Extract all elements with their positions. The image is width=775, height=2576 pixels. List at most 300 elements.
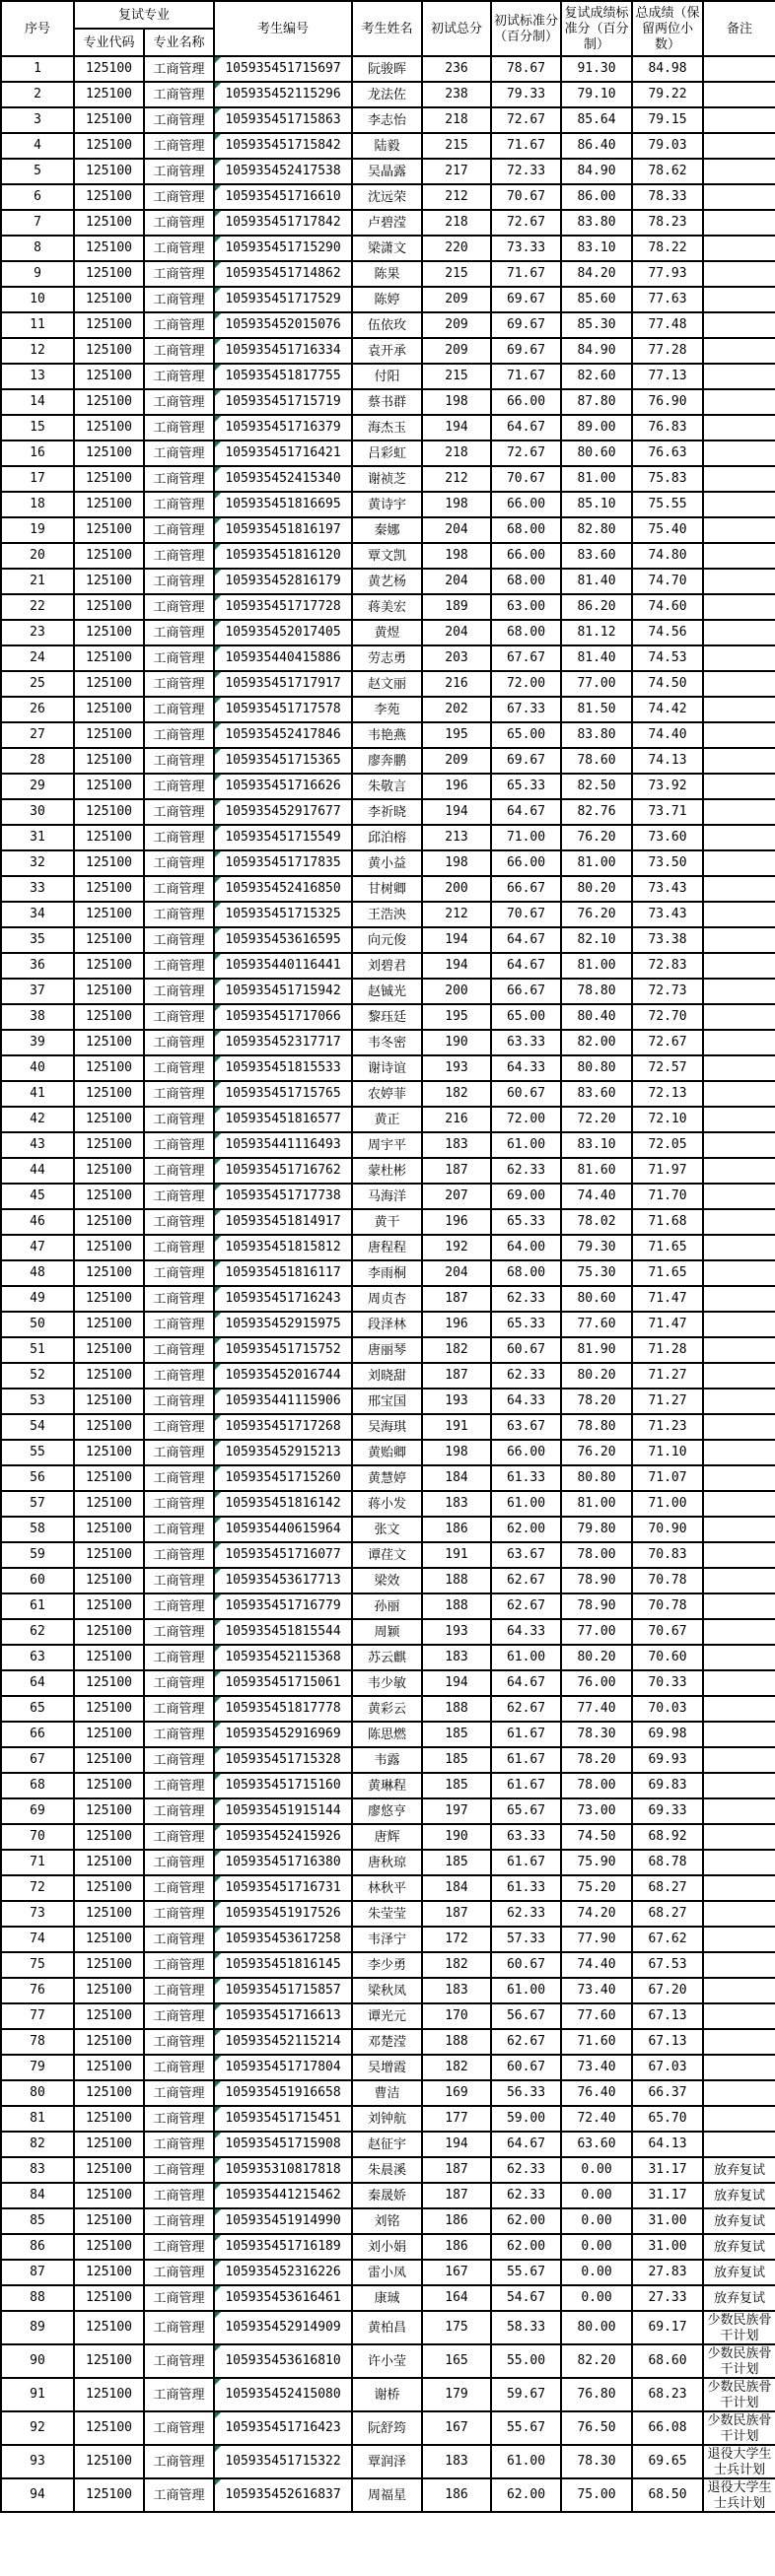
table-row xyxy=(1,1670,775,1696)
initial-std-cell: 56.33 xyxy=(491,2080,561,2106)
retest-std-cell: 73.00 xyxy=(561,1798,632,1824)
table-row xyxy=(1,850,775,876)
remark-cell: 放弃复试 xyxy=(703,2285,775,2311)
major-code-cell: 125100 xyxy=(74,876,144,902)
candidate-no-cell: 105935451715942 xyxy=(214,979,352,1004)
candidate-name-cell: 付阳 xyxy=(352,364,422,389)
major-code-cell: 125100 xyxy=(74,799,144,825)
retest-std-cell: 75.90 xyxy=(561,1850,632,1875)
initial-total-cell: 193 xyxy=(422,1619,491,1645)
final-score-cell: 79.03 xyxy=(632,133,703,159)
retest-std-cell: 74.40 xyxy=(561,1952,632,1978)
major-name-cell: 工商管理 xyxy=(144,389,214,415)
serial-cell: 60 xyxy=(1,1568,74,1593)
candidate-no-cell: 105935452616837 xyxy=(214,2478,352,2512)
remark-cell xyxy=(703,799,775,825)
header-remark: 备注 xyxy=(703,1,775,56)
retest-std-cell: 0.00 xyxy=(561,2183,632,2208)
serial-cell: 82 xyxy=(1,2132,74,2157)
major-code-cell: 125100 xyxy=(74,466,144,492)
final-score-cell: 73.71 xyxy=(632,799,703,825)
initial-std-cell: 69.67 xyxy=(491,748,561,774)
green-corner-triangle-icon xyxy=(215,1313,221,1319)
final-score-cell: 71.10 xyxy=(632,1440,703,1465)
candidate-no-cell: 105935451715365 xyxy=(214,748,352,774)
serial-cell: 56 xyxy=(1,1465,74,1491)
initial-std-cell: 62.33 xyxy=(491,2157,561,2183)
initial-total-cell: 212 xyxy=(422,902,491,927)
green-corner-triangle-icon xyxy=(215,2345,221,2351)
initial-std-cell: 68.00 xyxy=(491,569,561,594)
initial-std-cell: 63.67 xyxy=(491,1414,561,1440)
remark-cell xyxy=(703,287,775,312)
table-row xyxy=(1,2234,775,2260)
table-row xyxy=(1,312,775,338)
green-corner-triangle-icon xyxy=(215,1979,221,1985)
candidate-name-cell: 黄贻卿 xyxy=(352,1440,422,1465)
major-name-cell: 工商管理 xyxy=(144,56,214,82)
major-name-cell: 工商管理 xyxy=(144,902,214,927)
major-name-cell: 工商管理 xyxy=(144,748,214,774)
retest-std-cell: 78.80 xyxy=(561,979,632,1004)
initial-std-cell: 68.00 xyxy=(491,620,561,645)
candidate-name-cell: 阮舒筠 xyxy=(352,2411,422,2445)
major-code-cell: 125100 xyxy=(74,1081,144,1107)
major-name-cell: 工商管理 xyxy=(144,2234,214,2260)
candidate-no-cell: 105935453617713 xyxy=(214,1568,352,1593)
initial-total-cell: 185 xyxy=(422,1722,491,1747)
retest-std-cell: 0.00 xyxy=(561,2234,632,2260)
initial-std-cell: 64.67 xyxy=(491,927,561,953)
remark-cell xyxy=(703,492,775,517)
major-name-cell: 工商管理 xyxy=(144,312,214,338)
retest-std-cell: 75.30 xyxy=(561,1260,632,1286)
initial-total-cell: 186 xyxy=(422,2234,491,2260)
major-code-cell: 125100 xyxy=(74,1286,144,1312)
major-name-cell: 工商管理 xyxy=(144,517,214,543)
table-row xyxy=(1,1619,775,1645)
final-score-cell: 66.37 xyxy=(632,2080,703,2106)
initial-std-cell: 64.33 xyxy=(491,1055,561,1081)
major-name-cell: 工商管理 xyxy=(144,236,214,261)
final-score-cell: 73.43 xyxy=(632,902,703,927)
candidate-name-cell: 唐辉 xyxy=(352,1824,422,1850)
candidate-name-cell: 李祈晓 xyxy=(352,799,422,825)
serial-cell: 53 xyxy=(1,1389,74,1414)
initial-std-cell: 60.67 xyxy=(491,1952,561,1978)
final-score-cell: 84.98 xyxy=(632,56,703,82)
serial-cell: 33 xyxy=(1,876,74,902)
initial-total-cell: 185 xyxy=(422,1773,491,1798)
major-code-cell: 125100 xyxy=(74,1927,144,1952)
major-code-cell: 125100 xyxy=(74,1414,144,1440)
retest-std-cell: 78.20 xyxy=(561,1389,632,1414)
retest-std-cell: 76.50 xyxy=(561,2411,632,2445)
candidate-no-cell: 105935451817778 xyxy=(214,1696,352,1722)
green-corner-triangle-icon xyxy=(215,1902,221,1908)
remark-cell xyxy=(703,261,775,287)
candidate-name-cell: 黎珏廷 xyxy=(352,1004,422,1030)
final-score-cell: 74.53 xyxy=(632,645,703,671)
table-row xyxy=(1,902,775,927)
major-name-cell: 工商管理 xyxy=(144,415,214,441)
remark-cell: 少数民族骨干计划 xyxy=(703,2378,775,2411)
retest-std-cell: 78.90 xyxy=(561,1568,632,1593)
major-name-cell: 工商管理 xyxy=(144,1952,214,1978)
major-name-cell: 工商管理 xyxy=(144,338,214,364)
serial-cell: 62 xyxy=(1,1619,74,1645)
initial-std-cell: 59.00 xyxy=(491,2106,561,2132)
initial-std-cell: 64.67 xyxy=(491,953,561,979)
candidate-no-cell: 105935451717728 xyxy=(214,594,352,620)
final-score-cell: 72.83 xyxy=(632,953,703,979)
remark-cell xyxy=(703,1645,775,1670)
green-corner-triangle-icon xyxy=(215,646,221,652)
serial-cell: 85 xyxy=(1,2208,74,2234)
retest-std-cell: 80.80 xyxy=(561,1055,632,1081)
green-corner-triangle-icon xyxy=(215,1799,221,1805)
final-score-cell: 72.05 xyxy=(632,1132,703,1158)
table-row xyxy=(1,2311,775,2344)
candidate-name-cell: 刘铭 xyxy=(352,2208,422,2234)
table-row xyxy=(1,466,775,492)
green-corner-triangle-icon xyxy=(215,1390,221,1395)
table-row xyxy=(1,697,775,722)
candidate-no-cell: 105935451715697 xyxy=(214,56,352,82)
retest-std-cell: 76.80 xyxy=(561,2378,632,2411)
final-score-cell: 71.07 xyxy=(632,1465,703,1491)
candidate-name-cell: 海杰玉 xyxy=(352,415,422,441)
green-corner-triangle-icon xyxy=(215,1056,221,1062)
serial-cell: 51 xyxy=(1,1337,74,1363)
major-code-cell: 125100 xyxy=(74,1952,144,1978)
retest-std-cell: 79.10 xyxy=(561,82,632,107)
initial-std-cell: 69.67 xyxy=(491,338,561,364)
initial-total-cell: 209 xyxy=(422,748,491,774)
initial-total-cell: 193 xyxy=(422,1389,491,1414)
major-name-cell: 工商管理 xyxy=(144,2285,214,2311)
green-corner-triangle-icon xyxy=(215,390,221,396)
major-code-cell: 125100 xyxy=(74,2157,144,2183)
candidate-name-cell: 黄诗宇 xyxy=(352,492,422,517)
remark-cell xyxy=(703,236,775,261)
major-name-cell: 工商管理 xyxy=(144,1901,214,1927)
major-code-cell: 125100 xyxy=(74,82,144,107)
remark-cell xyxy=(703,1517,775,1542)
serial-cell: 69 xyxy=(1,1798,74,1824)
initial-total-cell: 203 xyxy=(422,645,491,671)
remark-cell xyxy=(703,1132,775,1158)
final-score-cell: 71.65 xyxy=(632,1260,703,1286)
major-name-cell: 工商管理 xyxy=(144,979,214,1004)
candidate-name-cell: 蒙杜彬 xyxy=(352,1158,422,1184)
remark-cell xyxy=(703,748,775,774)
initial-total-cell: 194 xyxy=(422,927,491,953)
candidate-name-cell: 刘晓甜 xyxy=(352,1363,422,1389)
major-name-cell: 工商管理 xyxy=(144,1235,214,1260)
candidate-name-cell: 袁开承 xyxy=(352,338,422,364)
major-code-cell: 125100 xyxy=(74,902,144,927)
candidate-name-cell: 韦少敏 xyxy=(352,1670,422,1696)
major-name-cell: 工商管理 xyxy=(144,2411,214,2445)
green-corner-triangle-icon xyxy=(215,2286,221,2292)
major-code-cell: 125100 xyxy=(74,107,144,133)
candidate-no-cell: 105935452316226 xyxy=(214,2260,352,2285)
remark-cell xyxy=(703,1209,775,1235)
candidate-name-cell: 覃文凯 xyxy=(352,543,422,569)
serial-cell: 75 xyxy=(1,1952,74,1978)
retest-std-cell: 77.60 xyxy=(561,1312,632,1337)
final-score-cell: 73.60 xyxy=(632,825,703,850)
remark-cell xyxy=(703,1286,775,1312)
initial-std-cell: 62.33 xyxy=(491,1901,561,1927)
table-row xyxy=(1,1337,775,1363)
final-score-cell: 71.70 xyxy=(632,1184,703,1209)
major-code-cell: 125100 xyxy=(74,825,144,850)
candidate-no-cell: 105935452115296 xyxy=(214,82,352,107)
initial-std-cell: 61.33 xyxy=(491,1875,561,1901)
serial-cell: 37 xyxy=(1,979,74,1004)
serial-cell: 40 xyxy=(1,1055,74,1081)
green-corner-triangle-icon xyxy=(215,595,221,601)
retest-std-cell: 76.00 xyxy=(561,1670,632,1696)
serial-cell: 91 xyxy=(1,2378,74,2411)
table-row xyxy=(1,722,775,748)
candidate-name-cell: 沈远荣 xyxy=(352,184,422,210)
table-row xyxy=(1,184,775,210)
green-corner-triangle-icon xyxy=(215,2081,221,2087)
table-row xyxy=(1,543,775,569)
remark-cell xyxy=(703,1030,775,1055)
major-code-cell: 125100 xyxy=(74,2260,144,2285)
remark-cell xyxy=(703,774,775,799)
table-row xyxy=(1,1132,775,1158)
major-name-cell: 工商管理 xyxy=(144,1389,214,1414)
serial-cell: 57 xyxy=(1,1491,74,1517)
major-name-cell: 工商管理 xyxy=(144,1055,214,1081)
major-code-cell: 125100 xyxy=(74,697,144,722)
major-code-cell: 125100 xyxy=(74,364,144,389)
initial-total-cell: 207 xyxy=(422,1184,491,1209)
remark-cell xyxy=(703,671,775,697)
candidate-no-cell: 105935452915975 xyxy=(214,1312,352,1337)
retest-std-cell: 89.00 xyxy=(561,415,632,441)
candidate-name-cell: 朱晨溪 xyxy=(352,2157,422,2183)
serial-cell: 24 xyxy=(1,645,74,671)
candidate-no-cell: 105935441215462 xyxy=(214,2183,352,2208)
final-score-cell: 70.33 xyxy=(632,1670,703,1696)
candidate-name-cell: 伍依玫 xyxy=(352,312,422,338)
table-row xyxy=(1,1568,775,1593)
serial-cell: 34 xyxy=(1,902,74,927)
candidate-no-cell: 105935452416850 xyxy=(214,876,352,902)
major-name-cell: 工商管理 xyxy=(144,210,214,236)
major-code-cell: 125100 xyxy=(74,850,144,876)
green-corner-triangle-icon xyxy=(215,416,221,422)
green-corner-triangle-icon xyxy=(215,672,221,678)
final-score-cell: 70.78 xyxy=(632,1593,703,1619)
retest-std-cell: 82.80 xyxy=(561,517,632,543)
major-name-cell: 工商管理 xyxy=(144,2311,214,2344)
retest-std-cell: 86.40 xyxy=(561,133,632,159)
major-code-cell: 125100 xyxy=(74,2411,144,2445)
candidate-name-cell: 陈果 xyxy=(352,261,422,287)
green-corner-triangle-icon xyxy=(215,1620,221,1626)
final-score-cell: 71.47 xyxy=(632,1312,703,1337)
serial-cell: 77 xyxy=(1,2003,74,2029)
retest-std-cell: 72.20 xyxy=(561,1107,632,1132)
retest-std-cell: 78.00 xyxy=(561,1542,632,1568)
serial-cell: 68 xyxy=(1,1773,74,1798)
candidate-name-cell: 康珹 xyxy=(352,2285,422,2311)
initial-total-cell: 198 xyxy=(422,1440,491,1465)
candidate-name-cell: 向元俊 xyxy=(352,927,422,953)
green-corner-triangle-icon xyxy=(215,1415,221,1421)
green-corner-triangle-icon xyxy=(215,1928,221,1933)
major-code-cell: 125100 xyxy=(74,261,144,287)
retest-std-cell: 87.80 xyxy=(561,389,632,415)
serial-cell: 27 xyxy=(1,722,74,748)
green-corner-triangle-icon xyxy=(215,1697,221,1703)
initial-std-cell: 66.00 xyxy=(491,850,561,876)
major-name-cell: 工商管理 xyxy=(144,620,214,645)
major-name-cell: 工商管理 xyxy=(144,1978,214,2003)
retest-std-cell: 76.40 xyxy=(561,2080,632,2106)
remark-cell xyxy=(703,1389,775,1414)
retest-std-cell: 83.60 xyxy=(561,543,632,569)
serial-cell: 8 xyxy=(1,236,74,261)
retest-std-cell: 81.00 xyxy=(561,1491,632,1517)
serial-cell: 3 xyxy=(1,107,74,133)
green-corner-triangle-icon xyxy=(215,1876,221,1882)
serial-cell: 72 xyxy=(1,1875,74,1901)
major-code-cell: 125100 xyxy=(74,2208,144,2234)
table-row xyxy=(1,1696,775,1722)
table-row xyxy=(1,1798,775,1824)
major-code-cell: 125100 xyxy=(74,2003,144,2029)
remark-cell xyxy=(703,1824,775,1850)
candidate-no-cell: 105935451716243 xyxy=(214,1286,352,1312)
major-code-cell: 125100 xyxy=(74,210,144,236)
serial-cell: 20 xyxy=(1,543,74,569)
major-code-cell: 125100 xyxy=(74,1798,144,1824)
remark-cell xyxy=(703,902,775,927)
retest-std-cell: 82.10 xyxy=(561,927,632,953)
initial-std-cell: 78.67 xyxy=(491,56,561,82)
final-score-cell: 71.00 xyxy=(632,1491,703,1517)
candidate-no-cell: 105935452816179 xyxy=(214,569,352,594)
major-name-cell: 工商管理 xyxy=(144,1670,214,1696)
green-corner-triangle-icon xyxy=(215,749,221,755)
initial-total-cell: 187 xyxy=(422,1901,491,1927)
table-row xyxy=(1,1901,775,1927)
final-score-cell: 74.13 xyxy=(632,748,703,774)
major-name-cell: 工商管理 xyxy=(144,876,214,902)
major-name-cell: 工商管理 xyxy=(144,2445,214,2478)
green-corner-triangle-icon xyxy=(215,2158,221,2164)
candidate-no-cell: 105935451714862 xyxy=(214,261,352,287)
serial-cell: 41 xyxy=(1,1081,74,1107)
retest-std-cell: 72.40 xyxy=(561,2106,632,2132)
candidate-name-cell: 谢祯芝 xyxy=(352,466,422,492)
green-corner-triangle-icon xyxy=(215,1031,221,1037)
major-code-cell: 125100 xyxy=(74,1209,144,1235)
serial-cell: 61 xyxy=(1,1593,74,1619)
major-name-cell: 工商管理 xyxy=(144,2132,214,2157)
green-corner-triangle-icon xyxy=(215,1774,221,1780)
candidate-name-cell: 邱泊榕 xyxy=(352,825,422,850)
final-score-cell: 79.22 xyxy=(632,82,703,107)
final-score-cell: 76.63 xyxy=(632,441,703,466)
table-row xyxy=(1,979,775,1004)
candidate-no-cell: 105935451816120 xyxy=(214,543,352,569)
green-corner-triangle-icon xyxy=(215,1492,221,1498)
retest-std-cell: 0.00 xyxy=(561,2285,632,2311)
green-corner-triangle-icon xyxy=(215,877,221,883)
serial-cell: 10 xyxy=(1,287,74,312)
remark-cell xyxy=(703,1004,775,1030)
table-row xyxy=(1,1235,775,1260)
final-score-cell: 71.27 xyxy=(632,1389,703,1414)
major-code-cell: 125100 xyxy=(74,1337,144,1363)
serial-cell: 65 xyxy=(1,1696,74,1722)
table-row xyxy=(1,2157,775,2183)
major-name-cell: 工商管理 xyxy=(144,2183,214,2208)
retest-std-cell: 81.60 xyxy=(561,1158,632,1184)
serial-cell: 28 xyxy=(1,748,74,774)
candidate-no-cell: 105935451815812 xyxy=(214,1235,352,1260)
final-score-cell: 70.67 xyxy=(632,1619,703,1645)
candidate-name-cell: 许小莹 xyxy=(352,2344,422,2378)
serial-cell: 18 xyxy=(1,492,74,517)
major-code-cell: 125100 xyxy=(74,1645,144,1670)
initial-total-cell: 212 xyxy=(422,466,491,492)
retest-std-cell: 74.50 xyxy=(561,1824,632,1850)
retest-std-cell: 82.60 xyxy=(561,364,632,389)
table-row xyxy=(1,492,775,517)
table-row xyxy=(1,2445,775,2478)
serial-cell: 80 xyxy=(1,2080,74,2106)
initial-std-cell: 66.00 xyxy=(491,492,561,517)
major-name-cell: 工商管理 xyxy=(144,774,214,799)
major-name-cell: 工商管理 xyxy=(144,825,214,850)
retest-std-cell: 84.20 xyxy=(561,261,632,287)
final-score-cell: 70.03 xyxy=(632,1696,703,1722)
candidate-name-cell: 黄柏昌 xyxy=(352,2311,422,2344)
table-row xyxy=(1,1414,775,1440)
final-score-cell: 72.70 xyxy=(632,1004,703,1030)
major-name-cell: 工商管理 xyxy=(144,492,214,517)
green-corner-triangle-icon xyxy=(215,108,221,114)
retest-std-cell: 80.60 xyxy=(561,441,632,466)
remark-cell: 退役大学生士兵计划 xyxy=(703,2478,775,2512)
major-code-cell: 125100 xyxy=(74,2478,144,2512)
retest-std-cell: 80.60 xyxy=(561,1286,632,1312)
table-row xyxy=(1,1542,775,1568)
major-code-cell: 125100 xyxy=(74,1875,144,1901)
green-corner-triangle-icon xyxy=(215,1210,221,1216)
initial-std-cell: 72.33 xyxy=(491,159,561,184)
major-name-cell: 工商管理 xyxy=(144,1260,214,1286)
retest-std-cell: 73.40 xyxy=(561,1978,632,2003)
remark-cell xyxy=(703,2003,775,2029)
candidate-name-cell: 吴海琪 xyxy=(352,1414,422,1440)
remark-cell: 少数民族骨干计划 xyxy=(703,2311,775,2344)
green-corner-triangle-icon xyxy=(215,1441,221,1447)
final-score-cell: 65.70 xyxy=(632,2106,703,2132)
major-code-cell: 125100 xyxy=(74,1235,144,1260)
candidate-name-cell: 马海洋 xyxy=(352,1184,422,1209)
